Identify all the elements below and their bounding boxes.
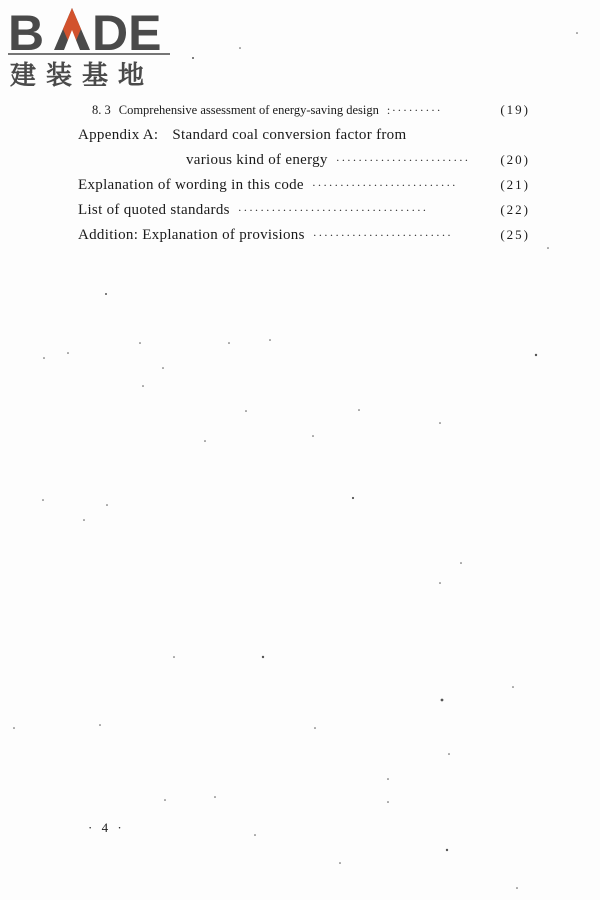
toc-entry-8-3 xyxy=(92,102,530,118)
logo-subtitle: 建装基地 xyxy=(10,61,155,90)
toc-entry-title: List of quoted standards xyxy=(78,202,230,218)
toc-leader-dots: ·························· xyxy=(311,178,458,192)
toc-page-ref: (25) xyxy=(500,227,530,242)
toc-entry-wording xyxy=(78,177,530,194)
toc-entry-title: Explanation of wording in this code xyxy=(78,177,304,193)
toc-page-ref: (19) xyxy=(500,102,530,117)
toc-page-ref: (21) xyxy=(500,177,530,192)
toc-leader-dots: ························· xyxy=(312,228,453,242)
page-number: · 4 · xyxy=(88,820,125,835)
toc-entry-title-line1: Standard coal conversion factor from xyxy=(172,127,407,143)
toc-leader-dots: :········· xyxy=(386,103,443,117)
toc-page-ref: (22) xyxy=(500,202,530,217)
toc-entry-label: Appendix A: xyxy=(78,127,159,143)
toc-entry-title: Addition: Explanation of provisions xyxy=(78,227,305,243)
svg-text:B: B xyxy=(8,5,45,61)
toc-entry-appendix-a-cont xyxy=(186,152,530,169)
toc-page-ref: (20) xyxy=(500,152,530,167)
toc-leader-dots: ························ xyxy=(335,153,471,167)
svg-text:DE: DE xyxy=(92,5,162,61)
toc-entry-appendix-a xyxy=(78,127,530,144)
toc-entry-addition xyxy=(78,227,530,244)
toc-entry-number: 8. 3 xyxy=(92,103,111,117)
toc-entry-title: Comprehensive assessment of energy-saving design xyxy=(118,103,379,117)
toc-entry-quoted-standards xyxy=(78,202,530,219)
toc-leader-dots: ·································· xyxy=(237,203,429,217)
toc-entry-title-line2: various kind of energy xyxy=(186,152,328,168)
